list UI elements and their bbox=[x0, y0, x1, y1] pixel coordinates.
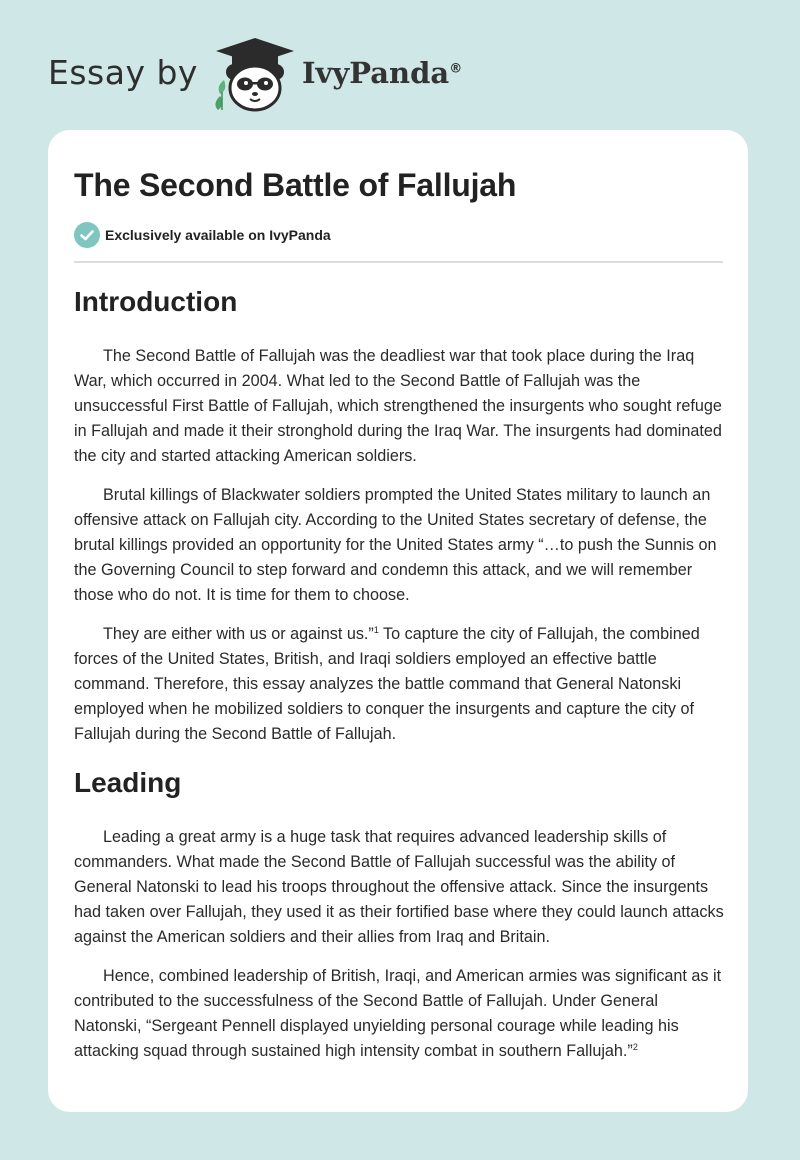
site-header bbox=[48, 34, 462, 114]
page-title: The Second Battle of Fallujah bbox=[74, 167, 517, 203]
paragraph-text: To capture the city of Fallujah, the combined forces of the United States, British, and Iraqi soldiers employed an effective battle command. Therefore, this essay analyzes the battle command that General Natonski employed when he mobilized soldiers to conquer the insurgents and capture the city of Fallujah during the Second Battle of Fallujah. bbox=[74, 625, 700, 743]
essay-card bbox=[48, 130, 748, 1112]
essay-body bbox=[74, 280, 726, 1078]
footnote-ref[interactable]: 1 bbox=[373, 625, 379, 635]
brand-name[interactable]: IvyPanda® bbox=[301, 56, 463, 90]
exclusive-text: Exclusively available on IvyPanda bbox=[105, 227, 331, 243]
paragraph bbox=[74, 622, 726, 747]
paragraph: Brutal killings of Blackwater soldiers prompted the United States military to launch an offensive attack on Fallujah city. According to the United States secretary of defense, the brutal killings provided an opportunity for the United States army “…to push the Sunnis on the Governing Council to step forward and condemn this attack, and we will remember those who do not. It is time for them to choose. bbox=[74, 486, 717, 604]
divider bbox=[74, 261, 723, 263]
section-heading: Introduction bbox=[74, 286, 238, 317]
panda-graduate-icon[interactable] bbox=[210, 34, 300, 114]
paragraph: The Second Battle of Fallujah was the deadliest war that took place during the Iraq War, which occurred in 2004. What led to the Second Battle of Fallujah was the unsuccessful First Battle of Fallujah, which strengthened the insurgents who sought refuge in Fallujah and made it their stronghold during the Iraq War. The insurgents had dominated the city and started attacking American soldiers. bbox=[74, 347, 722, 465]
section-leading bbox=[74, 761, 726, 1064]
exclusive-badge bbox=[74, 222, 331, 248]
footnote-ref[interactable]: 2 bbox=[632, 1042, 638, 1052]
check-circle-icon bbox=[74, 222, 100, 248]
brand-prefix: Essay by bbox=[48, 52, 198, 92]
paragraph-text: Hence, combined leadership of British, Iraqi, and American armies was significant as it contributed to the successfulness of the Second Battle of Fallujah. Under General Natonski, “Sergeant Pennell displayed unyielding personal courage while leading his attacking squad through sustained high intensity combat in southern Fallujah.” bbox=[74, 967, 722, 1060]
paragraph: Leading a great army is a huge task that requires advanced leadership skills of commanders. What made the Second Battle of Fallujah successful was the ability of General Natonski to lead his troops throughout the offensive attack. Since the insurgents had taken over Fallujah, they used it as their fortified base where they could launch attacks against the American soldiers and their allies from Iraq and Britain. bbox=[74, 828, 724, 946]
section-introduction bbox=[74, 280, 726, 747]
section-heading: Leading bbox=[74, 767, 182, 798]
paragraph bbox=[74, 964, 726, 1064]
paragraph-text: They are either with us or against us.” bbox=[103, 625, 374, 643]
